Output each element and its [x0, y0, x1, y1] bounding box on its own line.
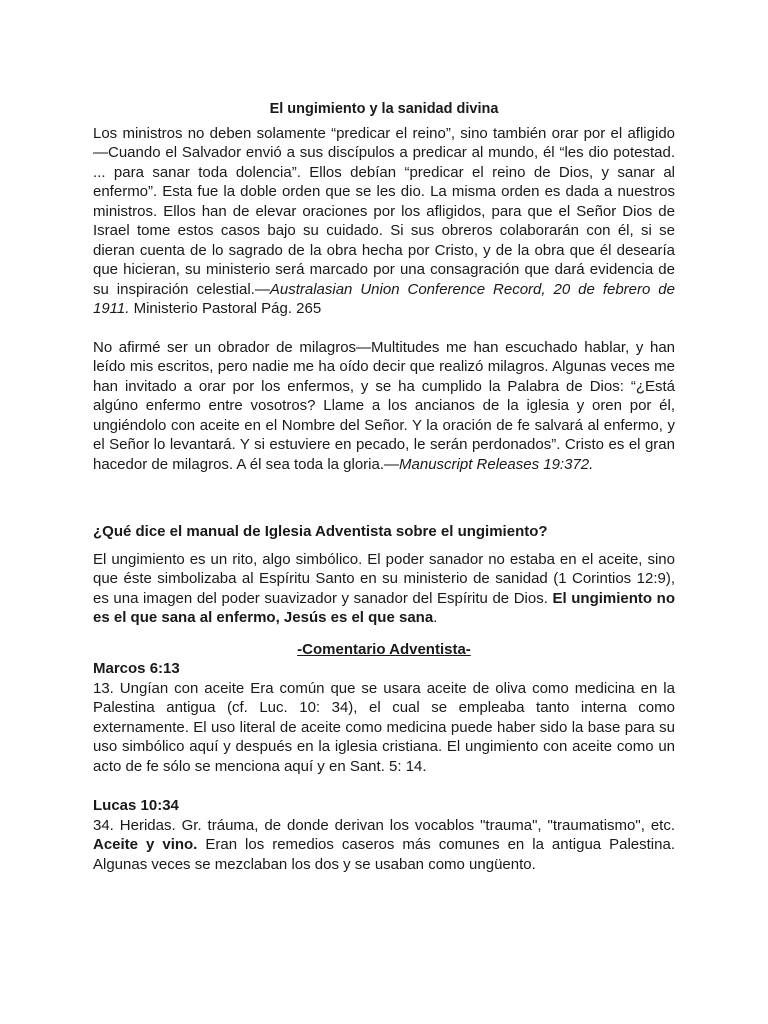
commentary-lucas-bold: Aceite y vino.	[93, 836, 198, 853]
paragraph-milagros	[93, 338, 675, 475]
reference-marcos: Marcos 6:13	[93, 660, 180, 677]
document-page	[93, 100, 675, 874]
document-title: El ungimiento y la sanidad divina	[269, 101, 499, 117]
commentary-title: -Comentario Adventista-	[297, 640, 471, 658]
reference-lucas: Lucas 10:34	[93, 797, 179, 814]
commentary-lucas-line1: 34. Heridas. Gr. tráuma, de donde derivan los vocablos "trauma", "traumatismo", etc.	[93, 816, 675, 834]
paragraph-ungimiento	[93, 550, 675, 628]
paragraph-milagros-text: No afirmé ser un obrador de milagros—Multitudes me han escuchado hablar, y han leído mis escritos, pero nadie me ha oído decir que realizó milagros. Algunas veces me han invitado a orar por los enfermos, y se ha cumplido la Palabra de Dios: “¿Está algúno enfermo entre vosotros? Llame a los ancianos de la iglesia y oren por él, ungiéndolo con aceite en el Nombre del Señor. Y la oración de fe salvará al enfermo, y el Señor lo levantará. Y si estuviere en pecado, le serán perdonados”. Cristo es el gran hacedor de milagros. A él sea toda la gloria.—	[93, 338, 675, 473]
paragraph-ministros	[93, 124, 675, 319]
source-tail: Ministerio Pastoral Pág. 265	[129, 300, 322, 317]
source-australasian: Australasian Union Conference Record, 20 de febrero de 1911.	[93, 280, 675, 317]
paragraph-ministros-text: Los ministros no deben solamente “predicar el reino”, sino también orar por el afligido—Cuando el Salvador envió a sus discípulos a predicar al mundo, él “les dio potestad. ... para sanar toda dolencia”. Ellos debían “predicar el reino de Dios, y sanar al enfermo”. Esta fue la doble orden que se les dio. La misma orden es dada a nuestros ministros. Ellos han de elevar oraciones por los afligidos, para que el Señor Dios de Israel tome estos casos bajo su cuidado. Si sus obreros colaborarán con él, si se dieran cuenta de lo sagrado de la obra hecha por Cristo, y de la obra que él desearía que hicieran, su ministerio será marcado por una consagración que dará evidencia de su inspiración celestial.—	[93, 124, 675, 298]
commentary-lucas	[93, 816, 675, 875]
commentary-marcos: 13. Ungían con aceite Era común que se usara aceite de oliva como medicina en la Palestina antigua (cf. Luc. 10: 34), el cual se empleaba tanto interna como externamente. El uso literal de aceite como medicina puede haber sido la base para su uso simbólico aquí y después en la iglesia cristiana. El ungimiento con aceite como un acto de fe sólo se menciona aquí y en Sant. 5: 14.	[93, 679, 675, 775]
commentary-lucas-text: Eran los remedios caseros más comunes en la antigua Palestina. Algunas veces se mezclaban los dos y se usaban como ungüento.	[93, 836, 675, 873]
source-manuscript: Manuscript Releases 19:372.	[399, 455, 594, 473]
paragraph-ungimiento-text: El ungimiento es un rito, algo simbólico. El poder sanador no estaba en el aceite, sino que éste simbolizaba al Espíritu Santo en su ministerio de sanidad (1 Corintios 12:9), es una imagen del poder suavizador y sanador del Espíritu de Dios.	[93, 550, 675, 607]
paragraph-ungimiento-end: .	[433, 609, 438, 626]
section-question: ¿Qué dice el manual de Iglesia Adventista sobre el ungimiento?	[93, 523, 548, 540]
paragraph-ungimiento-bold: El ungimiento no es el que sana al enfermo, Jesús es el que sana	[93, 589, 675, 626]
